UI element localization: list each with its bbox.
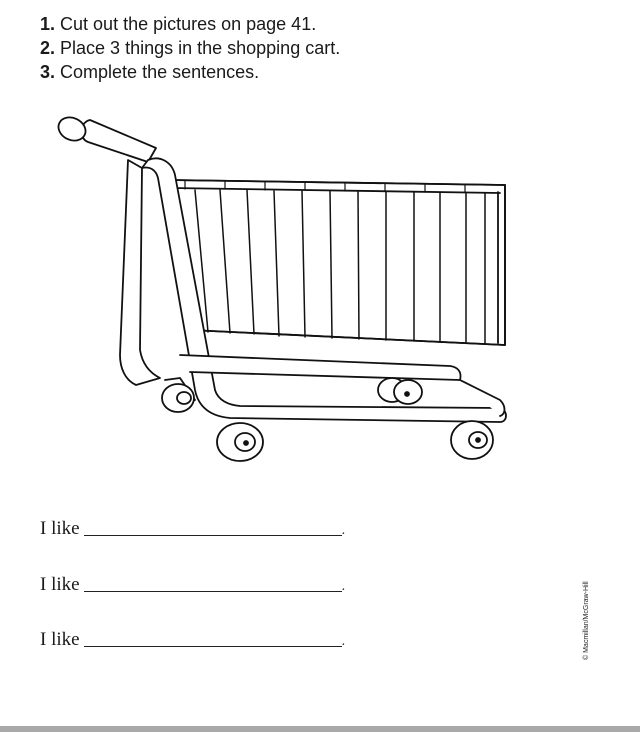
copyright-notice: © Macmillan/McGraw-Hill xyxy=(583,581,590,660)
instruction-step-2 xyxy=(40,36,600,60)
answer-line[interactable] xyxy=(84,521,342,536)
instruction-step-3 xyxy=(40,60,600,84)
step-text: Place 3 things in the shopping cart. xyxy=(60,38,341,58)
answer-line[interactable] xyxy=(84,577,342,592)
sentence-period: . xyxy=(341,634,346,649)
sentence-1 xyxy=(40,518,345,540)
instructions xyxy=(40,12,600,84)
bottom-bar xyxy=(0,726,640,732)
step-number: 1. xyxy=(40,14,56,34)
sentence-prefix: I like xyxy=(40,629,80,650)
cart-basket xyxy=(170,180,505,345)
sentence-3 xyxy=(40,629,345,651)
answer-line[interactable] xyxy=(84,632,342,647)
sentence-2 xyxy=(40,574,345,596)
sentence-prefix: I like xyxy=(40,574,80,595)
sentence-period: . xyxy=(341,523,346,538)
shopping-cart-icon xyxy=(30,100,530,480)
instruction-step-1 xyxy=(40,12,600,36)
sentence-period: . xyxy=(341,579,346,594)
sentence-prefix: I like xyxy=(40,518,80,539)
step-text: Cut out the pictures on page 41. xyxy=(60,14,317,34)
step-number: 2. xyxy=(40,38,56,58)
shopping-cart-illustration xyxy=(30,100,530,480)
step-text: Complete the sentences. xyxy=(60,62,260,82)
step-number: 3. xyxy=(40,62,56,82)
